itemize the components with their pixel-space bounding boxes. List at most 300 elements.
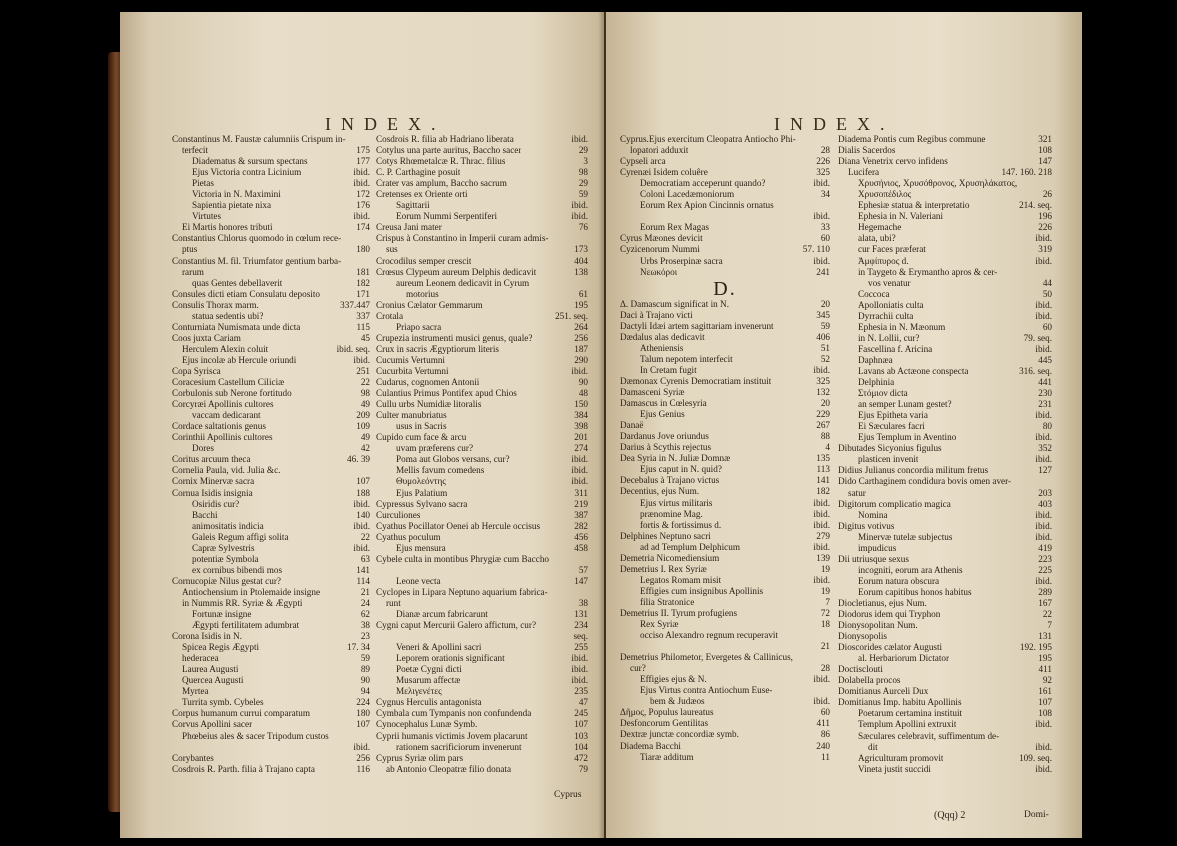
- index-entry: [838, 587, 1052, 598]
- index-entry-term: Creusa Jani mater: [376, 222, 442, 233]
- index-entry: [838, 576, 1052, 587]
- index-entry-page: 132: [816, 387, 830, 398]
- index-entry-term: Sapientia pietate nixa: [192, 200, 272, 211]
- index-entry-page: 319: [1038, 244, 1052, 255]
- index-entry: [838, 565, 1052, 576]
- index-entry-page: 188: [356, 487, 370, 498]
- index-entry-page: [826, 200, 830, 211]
- index-entry-term: Conturniata Numismata unde dicta: [172, 321, 301, 332]
- index-entry: [838, 642, 1052, 653]
- index-entry: [620, 244, 830, 255]
- index-entry-term: quas Gentes debellaverit: [192, 277, 283, 288]
- index-entry-page: ibid.: [1035, 763, 1052, 774]
- index-entry: [172, 576, 370, 587]
- index-entry-term: Crater vas amplum, Baccho sacrum: [376, 178, 507, 189]
- index-entry-page: ibid.: [571, 365, 588, 376]
- index-entry-term: Cyprii humanis victimis Jovem placarunt: [376, 730, 528, 741]
- index-entry-term: Στόμιον dicta: [858, 388, 908, 399]
- index-entry-term: Delphines Neptuno sacri: [620, 530, 711, 541]
- index-entry-page: 251: [356, 365, 370, 376]
- index-entry-page: ibid.: [571, 134, 588, 144]
- index-entry-term: Cygni caput Mercurii Galero affictum, cur?: [376, 620, 537, 631]
- index-entry-term: Demetrius II. Tyrum profugiens: [620, 607, 738, 618]
- index-entry-term: prænomine Mag.: [640, 508, 703, 519]
- index-entry: [172, 587, 370, 598]
- index-entry-term: Hegemache: [858, 222, 902, 233]
- index-entry: [838, 333, 1052, 344]
- index-column-4: [838, 134, 1052, 775]
- index-entry-page: 174: [356, 222, 370, 233]
- index-entry: [838, 167, 1052, 178]
- index-entry-term: in Nummis RR. Syriæ & Ægypti: [182, 597, 303, 608]
- index-entry-page: 19: [820, 585, 830, 596]
- index-entry-page: 20: [820, 398, 830, 409]
- index-entry: [376, 432, 588, 443]
- index-entry: [172, 465, 370, 476]
- index-entry: [620, 233, 830, 244]
- index-entry: [620, 630, 830, 641]
- index-entry: [376, 278, 588, 289]
- index-entry: [620, 729, 830, 740]
- index-entry: [838, 719, 1052, 730]
- index-entry: [376, 565, 588, 576]
- index-entry-page: ibid.: [813, 364, 830, 375]
- index-entry: [838, 399, 1052, 410]
- index-entry: [838, 134, 1052, 145]
- index-entry-term: Effigies cum insignibus Apollinis: [640, 585, 764, 596]
- index-entry-term: Cyprus.Ejus exercitum Cleopatra Antiocho Phi-: [620, 134, 796, 144]
- index-entry-term: Quercea Augusti: [182, 675, 244, 686]
- index-entry-page: 226: [816, 156, 830, 167]
- index-entry-page: 180: [356, 708, 370, 719]
- index-entry-page: 92: [1042, 675, 1052, 686]
- index-entry-page: 472: [574, 752, 588, 763]
- index-entry-term: Ejus Palatium: [396, 487, 448, 498]
- index-entry-page: 240: [816, 740, 830, 751]
- index-entry-page: 52: [820, 353, 830, 364]
- index-entry-term: Atheniensis: [640, 342, 684, 353]
- index-entry-page: 22: [360, 531, 370, 542]
- index-entry: [376, 355, 588, 366]
- index-entry: [172, 200, 370, 211]
- index-entry-page: 406: [816, 331, 830, 342]
- index-entry-term: Demetria Nicomediensium: [620, 552, 720, 563]
- index-entry-page: 214. seq.: [1019, 200, 1052, 211]
- index-column-1: [172, 134, 370, 775]
- index-entry-page: 108: [1038, 145, 1052, 156]
- index-entry-page: 51: [820, 342, 830, 353]
- index-entry: [620, 354, 830, 365]
- index-entry: [172, 233, 370, 244]
- index-entry: [376, 377, 588, 388]
- index-entry: [376, 631, 588, 642]
- index-entry-page: 337.447: [340, 299, 370, 310]
- index-entry-term: alata, ubi?: [858, 233, 896, 244]
- index-entry-page: 231: [1038, 399, 1052, 410]
- index-entry-page: 264: [574, 321, 588, 332]
- index-entry: [376, 642, 588, 653]
- index-entry-term: Coccoca: [858, 288, 890, 299]
- index-entry: [172, 764, 370, 775]
- index-entry-term: Dyrrachii culta: [858, 310, 914, 321]
- index-entry-page: ibid.: [1035, 509, 1052, 520]
- index-entry-page: 45: [360, 332, 370, 343]
- index-entry: [172, 532, 370, 543]
- index-entry-term: Dardanus Jove oriundus: [620, 431, 709, 442]
- index-entry-page: 255: [574, 642, 588, 653]
- index-entry: [620, 267, 830, 278]
- index-entry: [376, 289, 588, 300]
- index-entry-term: Minervæ tutelæ subjectus: [858, 531, 953, 542]
- index-entry: [376, 399, 588, 410]
- index-entry: [172, 686, 370, 697]
- index-entry-page: 59: [360, 653, 370, 664]
- index-entry: [838, 499, 1052, 510]
- index-entry-page: 22: [1042, 609, 1052, 620]
- index-entry-page: [1048, 731, 1052, 742]
- index-entry-term: Darius à Scythis rejectus: [620, 442, 712, 453]
- index-entry: [376, 764, 588, 775]
- index-entry-page: 139: [816, 552, 830, 563]
- index-entry: [376, 244, 588, 255]
- index-entry: [838, 289, 1052, 300]
- index-entry: [172, 156, 370, 167]
- index-entry-term: Χρυσοπέδιλος: [858, 189, 912, 200]
- index-entry-term: Poma aut Globos versans, cur?: [396, 454, 510, 465]
- index-entry-page: 24: [360, 597, 370, 608]
- index-entry-page: 337: [356, 310, 370, 321]
- index-entry: [172, 167, 370, 178]
- index-entry: [376, 344, 588, 355]
- index-entry-page: 325: [816, 167, 830, 178]
- index-entry: [376, 664, 588, 675]
- index-entry-term: Δῆμος, Populus laureatus: [620, 707, 714, 718]
- index-entry-term: Galeis Regum affigi solita: [192, 531, 289, 542]
- index-entry: [838, 377, 1052, 388]
- index-entry: [620, 663, 830, 674]
- index-entry-page: 135: [816, 453, 830, 464]
- index-entry-page: ibid.: [571, 653, 588, 664]
- index-entry-term: Diocletianus, ejus Num.: [838, 597, 927, 608]
- index-entry: [838, 421, 1052, 432]
- index-entry-page: ibid.: [571, 476, 588, 487]
- index-entry-page: 321: [1038, 134, 1052, 144]
- index-entry-term: ptus: [182, 244, 198, 255]
- index-entry: [172, 134, 370, 145]
- index-entry: [376, 222, 588, 233]
- index-entry-page: 86: [820, 729, 830, 740]
- index-entry-term: Ei Martis honores tributi: [182, 222, 273, 233]
- index-entry-term: Dianæ arcum fabricarunt: [396, 609, 488, 620]
- index-entry: [620, 531, 830, 542]
- index-entry-term: Rex Syriæ: [640, 619, 679, 630]
- index-entry: [172, 753, 370, 764]
- index-entry: [620, 145, 830, 156]
- index-entry-term: Cypressus Sylvano sacra: [376, 498, 468, 509]
- index-entry: [172, 708, 370, 719]
- index-entry-term: Curculiones: [376, 509, 421, 520]
- index-entry-term: Corybantes: [172, 752, 214, 763]
- index-entry-page: 230: [1038, 388, 1052, 399]
- index-entry: [838, 554, 1052, 565]
- index-entry-page: 141: [356, 564, 370, 575]
- index-entry-term: Effigies ejus & N.: [640, 674, 707, 685]
- index-entry-term: Cyzicenorum Nummi: [620, 244, 700, 255]
- index-entry: [620, 211, 830, 222]
- index-entry-term: impudicus: [858, 542, 897, 553]
- index-entry: [620, 442, 830, 453]
- index-entry-page: 4: [825, 442, 830, 453]
- index-entry: [620, 376, 830, 387]
- index-entry: [172, 742, 370, 753]
- index-entry: [376, 598, 588, 609]
- index-entry-page: ibid.: [1035, 343, 1052, 354]
- index-entry-page: ibid.: [353, 178, 370, 189]
- index-entry-page: 147: [574, 575, 588, 586]
- index-entry: [376, 708, 588, 719]
- index-entry-term: Crocodilus semper crescit: [376, 255, 472, 266]
- index-entry-term: satur: [848, 487, 866, 498]
- index-entry-term: Digitus votivus: [838, 520, 895, 531]
- index-entry: [376, 156, 588, 167]
- index-entry: [620, 586, 830, 597]
- index-entry: [620, 685, 830, 696]
- index-entry-term: Leporem orationis significant: [396, 653, 505, 664]
- index-entry: [172, 300, 370, 311]
- index-entry-page: 203: [1038, 487, 1052, 498]
- index-entry-page: 325: [816, 375, 830, 386]
- index-entry-term: Vineta justit succidi: [858, 763, 931, 774]
- index-entry: [838, 620, 1052, 631]
- index-entry-term: Dæmonax Cyrenis Democratiam instituit: [620, 375, 772, 386]
- index-entry: [838, 488, 1052, 499]
- index-entry-page: 411: [816, 718, 830, 729]
- index-entry-page: 89: [360, 664, 370, 675]
- index-entry-page: 60: [820, 233, 830, 244]
- index-entry: [838, 598, 1052, 609]
- index-entry-term: cur?: [630, 663, 646, 674]
- index-entry: [838, 145, 1052, 156]
- index-entry-term: Dores: [192, 443, 214, 454]
- index-entry: [172, 598, 370, 609]
- index-entry-term: Χρυσήνιος, Χρυσόθρονος, Χρυσηλάκατος,: [858, 178, 1018, 189]
- index-entry-term: Cronius Cælator Gemmarum: [376, 299, 483, 310]
- index-entry-page: 224: [356, 697, 370, 708]
- index-entry-page: [1048, 476, 1052, 487]
- index-entry: [376, 167, 588, 178]
- index-entry-page: 384: [574, 410, 588, 421]
- index-entry-term: Diodorus idem qui Tryphon: [838, 609, 941, 620]
- index-entry: [172, 543, 370, 554]
- index-entry: [172, 609, 370, 620]
- index-entry: [838, 388, 1052, 399]
- index-entry: [620, 608, 830, 619]
- index-entry: [838, 465, 1052, 476]
- index-entry-term: occiso Alexandro regnum recuperavit: [640, 630, 779, 641]
- index-entry-term: Constantius Chlorus quomodo in cœlum rece-: [172, 233, 342, 244]
- index-entry-term: Domitianus Aurceli Dux: [838, 686, 929, 697]
- index-entry-term: Constantius M. fil. Triumfator gentium barba-: [172, 255, 342, 266]
- index-entry-term: Tiaræ additum: [640, 751, 694, 762]
- index-entry: [172, 554, 370, 565]
- index-entry-page: 49: [360, 399, 370, 410]
- index-entry-page: 127: [1038, 465, 1052, 476]
- index-entry-term: Cyclopes in Lipara Neptuno aquarium fabrica-: [376, 586, 548, 597]
- index-entry-term: Dii utriusque sexus: [838, 553, 909, 564]
- index-entry: [838, 631, 1052, 642]
- index-entry: [620, 409, 830, 420]
- index-entry-page: 245: [574, 708, 588, 719]
- index-entry: [620, 564, 830, 575]
- index-entry: [172, 697, 370, 708]
- index-entry-page: 3: [583, 156, 588, 167]
- index-entry-page: ibid.: [571, 465, 588, 476]
- index-entry-term: Spicea Regis Ægypti: [182, 642, 260, 653]
- index-entry-page: 209: [356, 410, 370, 421]
- index-entry-page: 108: [1038, 708, 1052, 719]
- index-entry: [620, 575, 830, 586]
- index-entry-page: ibid.: [813, 674, 830, 685]
- index-entry: [838, 156, 1052, 167]
- index-entry-page: 60: [820, 707, 830, 718]
- index-entry: [376, 521, 588, 532]
- index-entry: [838, 532, 1052, 543]
- index-entry-term: Dibutades Sicyonius figulus: [838, 443, 942, 454]
- index-entry-page: 181: [356, 266, 370, 277]
- left-page-header: INDEX.: [325, 114, 446, 134]
- index-entry-page: 59: [578, 189, 588, 200]
- index-entry: [620, 134, 830, 145]
- index-entry-page: 57. 110: [802, 244, 830, 255]
- index-entry: [620, 321, 830, 332]
- index-entry: [172, 521, 370, 532]
- index-entry: [620, 310, 830, 321]
- index-entry-term: Cornua Isidis insignia: [172, 487, 253, 498]
- index-entry-term: statua sedentis ubi?: [192, 310, 264, 321]
- index-entry-term: Cynocephalus Lunæ Symb.: [376, 719, 478, 730]
- index-entry-term: Decentius, ejus Num.: [620, 486, 700, 497]
- index-entry: [838, 311, 1052, 322]
- index-entry-page: 201: [574, 432, 588, 443]
- index-entry: [838, 300, 1052, 311]
- index-entry-page: [826, 652, 830, 663]
- index-entry-page: ibid.: [1035, 531, 1052, 542]
- index-entry: [620, 343, 830, 354]
- index-entry: [376, 543, 588, 554]
- index-entry-term: aureum Leonem dedicavit in Cyrum: [396, 277, 530, 288]
- catchword-right: Domi-: [1024, 810, 1049, 820]
- index-entry: [838, 244, 1052, 255]
- index-entry: [172, 664, 370, 675]
- index-entry-page: 167: [1038, 597, 1052, 608]
- index-entry-page: ibid.: [813, 574, 830, 585]
- index-entry: [838, 664, 1052, 675]
- index-entry: [838, 267, 1052, 278]
- index-entry: [376, 267, 588, 278]
- index-entry-term: Dolabella procos: [838, 675, 901, 686]
- index-entry-term: Nomina: [858, 509, 888, 520]
- index-entry-term: Priapo sacra: [396, 321, 442, 332]
- index-entry-page: 60: [1042, 321, 1052, 332]
- index-entry-page: ibid.: [353, 542, 370, 553]
- index-entry-term: Capræ Sylvestris: [192, 542, 255, 553]
- left-page: [120, 12, 604, 838]
- index-entry-page: ibid.: [1035, 719, 1052, 730]
- index-entry: [838, 322, 1052, 333]
- index-entry-term: Dialis Sacerdos: [838, 145, 896, 156]
- index-entry-page: ibid.: [1035, 255, 1052, 266]
- index-entry: [376, 499, 588, 510]
- index-entry-page: 46. 39: [347, 454, 370, 465]
- index-entry-term: Diana Venetrix cervo infidens: [838, 156, 948, 167]
- index-entry-term: Cosdrois R. filia ab Hadriano liberata: [376, 134, 514, 144]
- index-entry-term: Ejus virtus militaris: [640, 497, 713, 508]
- index-entry-term: Ephesiæ statua & interpretatio: [858, 200, 970, 211]
- index-entry: [838, 233, 1052, 244]
- index-entry: [376, 719, 588, 730]
- index-entry: [838, 366, 1052, 377]
- index-entry-page: [584, 278, 588, 289]
- index-entry-term: Turrita symb. Cybeles: [182, 697, 264, 708]
- index-entry-page: seq.: [573, 631, 588, 642]
- index-entry-term: dit: [868, 741, 878, 752]
- index-entry: [172, 510, 370, 521]
- index-entry: [838, 742, 1052, 753]
- index-entry: [376, 587, 588, 598]
- index-entry-page: [826, 134, 830, 145]
- index-entry-term: Danaë: [620, 420, 644, 431]
- index-entry-term: Corcyræi Apollinis cultores: [172, 399, 274, 410]
- index-entry-page: 282: [574, 520, 588, 531]
- index-entry-term: animositatis indicia: [192, 520, 264, 531]
- index-entry: [172, 289, 370, 300]
- index-entry: [838, 178, 1052, 189]
- index-entry-term: Damasceni Syriæ: [620, 387, 685, 398]
- index-entry-term: Ejus Victoria contra Licinium: [192, 167, 302, 178]
- index-entry: [620, 696, 830, 707]
- index-entry-page: 21: [820, 641, 830, 652]
- index-entry-page: 267: [816, 420, 830, 431]
- index-entry-page: ibid.: [353, 741, 370, 752]
- index-entry-page: 411: [1038, 664, 1052, 675]
- index-entry-page: 131: [1038, 631, 1052, 642]
- index-entry-term: Ejus Templum in Aventino: [858, 432, 957, 443]
- index-entry-page: 11: [821, 751, 830, 762]
- index-entry-page: 61: [578, 288, 588, 299]
- index-entry-term: Virtutes: [192, 211, 222, 222]
- index-entry: [172, 267, 370, 278]
- index-entry-term: Sæculares celebravit, suffimentum de-: [858, 730, 1000, 741]
- index-entry-page: 79. seq.: [1023, 332, 1052, 343]
- index-entry-term: Ejus Epitheta varia: [858, 410, 928, 421]
- index-entry-page: 107: [574, 719, 588, 730]
- index-entry-page: 62: [360, 609, 370, 620]
- index-entry: [172, 620, 370, 631]
- index-entry: [620, 542, 830, 553]
- index-entry-term: Ejus mensura: [396, 542, 446, 553]
- index-entry: [376, 532, 588, 543]
- index-entry: [376, 134, 588, 145]
- index-entry: [172, 488, 370, 499]
- index-entry-term: Δ. Damascum significat in N.: [620, 298, 729, 309]
- index-entry: [376, 300, 588, 311]
- index-entry-term: Consules dicti etiam Consulatu deposito: [172, 288, 321, 299]
- index-entry-page: 161: [1038, 686, 1052, 697]
- index-entry-term: Poetarum certamina instituit: [858, 708, 963, 719]
- index-entry-term: Cupido cum face & arcu: [376, 432, 467, 443]
- index-entry: [838, 432, 1052, 443]
- index-entry-page: 90: [360, 675, 370, 686]
